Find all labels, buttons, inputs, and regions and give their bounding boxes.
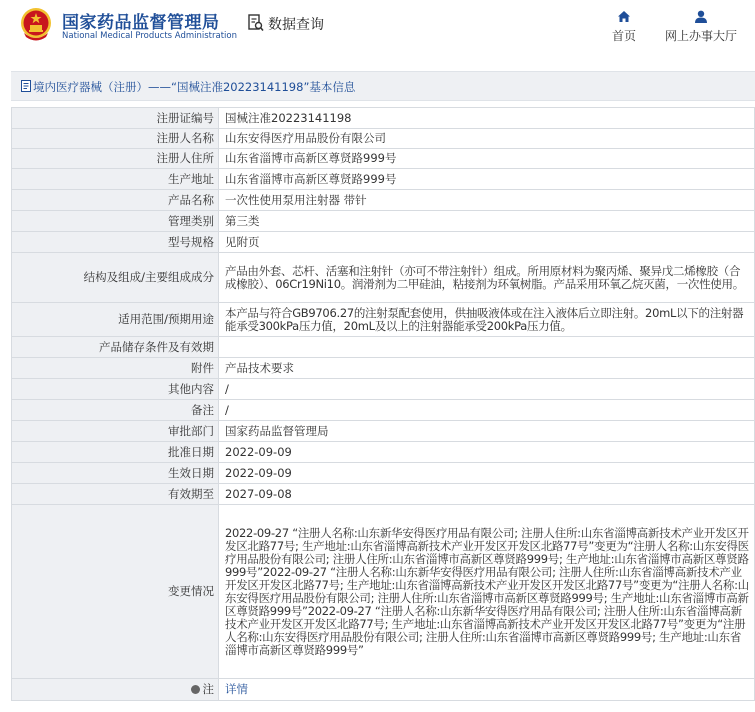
field-label: 批准日期 — [12, 442, 219, 463]
table-row — [12, 253, 755, 303]
table-row — [12, 679, 755, 701]
site-header — [0, 0, 755, 60]
field-label: 注册证编号 — [12, 108, 219, 129]
field-label: 管理类别 — [12, 211, 219, 232]
table-row — [12, 190, 755, 211]
national-emblem-icon — [20, 7, 52, 41]
table-row — [12, 169, 755, 190]
table-row — [12, 129, 755, 149]
registration-number-value: 国械注准20223141198 — [219, 108, 755, 129]
field-label: 有效期至 — [12, 484, 219, 505]
field-label: 产品储存条件及有效期 — [12, 337, 219, 358]
field-label: 生产地址 — [12, 169, 219, 190]
product-name-value: 一次性使用泵用注射器 带针 — [219, 190, 755, 211]
note-value-cell — [219, 679, 755, 701]
production-address-value: 山东省淄博市高新区尊贤路999号 — [219, 169, 755, 190]
nav-home-link[interactable] — [609, 10, 639, 44]
table-row — [12, 421, 755, 442]
field-label: 产品名称 — [12, 190, 219, 211]
table-row — [12, 484, 755, 505]
field-label: 注册人名称 — [12, 129, 219, 149]
breadcrumb — [11, 71, 755, 101]
remarks-value: / — [219, 400, 755, 421]
field-label: 附件 — [12, 358, 219, 379]
table-row — [12, 400, 755, 421]
intended-use-value: 本产品与符合GB9706.27的注射泵配套使用，供抽吸液体或在注入液体后立即注射。20mL以下的注射器能承受300kPa压力值，20mL及以上的注射器能承受200kPa压力值。 — [219, 303, 755, 337]
model-spec-value: 见附页 — [219, 232, 755, 253]
table-row — [12, 379, 755, 400]
bulb-icon — [191, 685, 200, 694]
field-label: 其他内容 — [12, 379, 219, 400]
table-row — [12, 303, 755, 337]
field-label: 适用范围/预期用途 — [12, 303, 219, 337]
details-link[interactable]: 详情 — [225, 682, 248, 696]
nav-online-service-link[interactable] — [660, 10, 742, 44]
effective-date-value: 2022-09-09 — [219, 463, 755, 484]
attachment-value: 产品技术要求 — [219, 358, 755, 379]
registrant-name-value: 山东安得医疗用品股份有限公司 — [219, 129, 755, 149]
structure-composition-value: 产品由外套、芯杆、活塞和注射针（亦可不带注射针）组成。所用原材料为聚丙烯、聚异戊二烯橡胶（合成橡胶）、06Cr19Ni10。润滑剂为二甲硅油，粘接剂为环氧树脂。产品采用环氧乙烷灭菌，一次性使用。 — [219, 253, 755, 303]
table-row — [12, 149, 755, 169]
field-label: 备注 — [12, 400, 219, 421]
user-icon — [694, 10, 708, 23]
nav-home-label: 首页 — [611, 29, 636, 43]
breadcrumb-text: 境内医疗器械（注册）——“国械注准20223141198”基本信息 — [33, 80, 356, 94]
note-label-cell — [12, 679, 219, 701]
registration-details-table — [11, 107, 755, 701]
field-label: 生效日期 — [12, 463, 219, 484]
note-label: 注 — [202, 682, 214, 696]
storage-condition-value — [219, 337, 755, 358]
field-label: 型号规格 — [12, 232, 219, 253]
approval-department-value: 国家药品监督管理局 — [219, 421, 755, 442]
site-name-cn: 国家药品监督管理局 — [62, 13, 220, 33]
field-label: 审批部门 — [12, 421, 219, 442]
expiry-date-value: 2027-09-08 — [219, 484, 755, 505]
approval-date-value: 2022-09-09 — [219, 442, 755, 463]
registrant-address-value: 山东省淄博市高新区尊贤路999号 — [219, 149, 755, 169]
table-row — [12, 232, 755, 253]
table-row — [12, 463, 755, 484]
other-content-value: / — [219, 379, 755, 400]
home-icon — [617, 10, 631, 23]
site-name-en: National Medical Products Administration — [62, 31, 237, 41]
table-row — [12, 211, 755, 232]
nav-online-service-label: 网上办事大厅 — [664, 29, 737, 43]
document-search-icon — [248, 14, 264, 32]
table-row — [12, 108, 755, 129]
field-label: 结构及组成/主要组成成分 — [12, 253, 219, 303]
table-row — [12, 505, 755, 679]
field-label: 注册人住所 — [12, 149, 219, 169]
field-label: 变更情况 — [12, 505, 219, 679]
page-title: 数据查询 — [268, 17, 324, 33]
table-row — [12, 442, 755, 463]
document-icon — [21, 80, 32, 92]
table-row — [12, 337, 755, 358]
change-history-value: 2022-09-27 “注册人名称:山东新华安得医疗用品有限公司; 注册人住所:山东省淄博高新技术产业开发区开发区北路77号; 生产地址:山东省淄博高新技术产业开发区开发区北路77号”变更为“注册人名称:山东安得医疗用品股份有限公司; 注册人住所:山东省淄博市高新区尊贤路999号; 生产地址:山东省淄博市高新区尊贤路999号”2022-09-27 “注册人名称:山东新华安得医疗用品有限公司; 注册人住所:山东省淄博高新技术产业开发区开发区北路77号; 生产地址:山东省淄博高新技术产业开发区开发区北路77号”变更为“注册人名称:山东安得医疗用品股份有限公司; 注册人住所:山东省淄博市高新区尊贤路999号; 生产地址:山东省淄博市高新区尊贤路999号”2022-09-27 “注册人名称:山东新华安得医疗用品有限公司; 注册人住所:山东省淄博高新技术产业开发区开发区北路77号; 生产地址:山东省淄博高新技术产业开发区开发区北路77号”变更为“注册人名称:山东安得医疗用品股份有限公司; 注册人住所:山东省淄博市高新区尊贤路999号; 生产地址:山东省淄博市高新区尊贤路999号” — [219, 505, 755, 679]
table-row — [12, 358, 755, 379]
management-category-value: 第三类 — [219, 211, 755, 232]
